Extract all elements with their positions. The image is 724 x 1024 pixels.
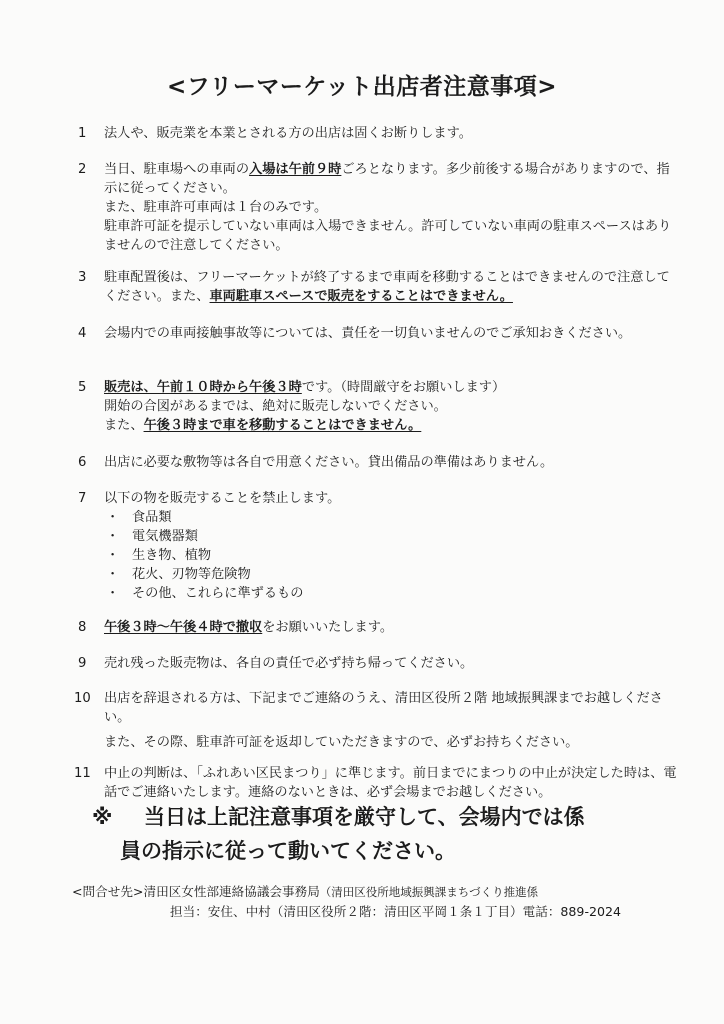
item-text-part: です。（時間厳守をお願いします） <box>301 380 506 395</box>
prohibited-list <box>78 508 678 603</box>
important-notice <box>92 800 672 868</box>
notice-item-4 <box>78 324 678 343</box>
item-text-part: 当日、駐車場への車両の <box>104 162 250 177</box>
item-number: 3 <box>78 270 87 285</box>
notice-item-11 <box>74 764 678 802</box>
notice-item-10 <box>74 689 678 752</box>
item-text-part: ごろとなります。多少前後する場合がありますので、指示に従ってください。 <box>104 162 670 196</box>
item-text-underlined: 午後３時～午後４時で撤収 <box>104 620 263 635</box>
item-text <box>104 268 678 306</box>
contact-person-phone: 担当：安住、中村（清田区役所２階：清田区平岡１条１丁目）電話：889-2024 <box>170 904 622 919</box>
reference-mark: ※ <box>92 805 113 829</box>
notice-item-6 <box>78 453 678 472</box>
list-item: ・ その他、これらに準ずるもの <box>106 584 678 603</box>
item-number: 4 <box>78 326 87 341</box>
item-text-underlined: 車両駐車スペースで販売をすることはできません。 <box>209 289 513 304</box>
item-text-part: 出店を辞退される方は、下記までご連絡のうえ、清田区役所２階 地域振興課までお越しください。 <box>104 691 663 725</box>
notice-item-5 <box>78 378 678 435</box>
notice-line: 当日は上記注意事項を厳守して、会場内では係 <box>144 805 585 829</box>
item-text: 法人や、販売業を本業とされる方の出店は固くお断りします。 <box>104 126 472 141</box>
item-number: 5 <box>78 380 87 395</box>
contact-office-detail: （清田区役所地域振興課まちづくり推進係 <box>319 885 539 899</box>
item-text-underlined: 入場は午前９時 <box>249 162 342 177</box>
item-text: 以下の物を販売することを禁止します。 <box>104 491 341 506</box>
item-number: 7 <box>78 491 87 506</box>
list-item: ・ 食品類 <box>106 508 678 527</box>
notice-item-9 <box>78 654 678 673</box>
item-text-part: をお願いいたします。 <box>262 620 394 635</box>
item-text <box>104 160 678 255</box>
notice-line: 員の指示に従って動いてください。 <box>120 839 456 863</box>
item-text-part: また、その際、駐車許可証を返却していただきますので、必ずお持ちください。 <box>104 735 579 750</box>
item-number: 9 <box>78 656 87 671</box>
item-number: 11 <box>74 766 91 781</box>
item-text: 出店に必要な敷物等は各自で用意ください。貸出備品の準備はありません。 <box>104 455 554 470</box>
item-number: 8 <box>78 620 87 635</box>
item-number: 10 <box>74 691 91 706</box>
item-text-part: 駐車配置後は、フリーマーケットが終了するまで車両を移動することはできませんので注意してください。また、 <box>104 270 670 304</box>
item-text <box>104 378 678 435</box>
list-item: ・ 花火、刃物等危険物 <box>106 565 678 584</box>
notice-item-1 <box>78 124 678 143</box>
notice-item-7 <box>78 489 678 603</box>
item-text-underlined: 販売は、午前１０時から午後３時 <box>104 380 302 395</box>
notice-item-8 <box>78 618 678 637</box>
item-text <box>104 689 678 752</box>
item-text-part: 駐車許可証を提示していない車両は入場できません。許可していない車両の駐車スペースはありませんので注意してください。 <box>104 219 672 253</box>
contact-office: <問合せ先>清田区女性部連絡協議会事務局 <box>72 884 320 899</box>
item-text: 中止の判断は、「ふれあい区民まつり」に準じます。前日までにまつりの中止が決定した時は、電話でご連絡いたします。連絡のないときは、必ず会場までお越しください。 <box>104 766 677 800</box>
notice-item-3 <box>78 268 678 306</box>
contact-info <box>72 882 712 922</box>
item-text: 売れ残った販売物は、各自の責任で必ず持ち帰ってください。 <box>104 656 474 671</box>
notice-item-2 <box>78 160 678 255</box>
list-item: ・ 生き物、植物 <box>106 546 678 565</box>
item-number: 1 <box>78 126 87 141</box>
item-text-part: また、 <box>104 418 144 433</box>
item-text-part: また、駐車許可車両は１台のみです。 <box>104 200 328 215</box>
item-text-part: 開始の合図があるまでは、絶対に販売しないでください。 <box>104 399 447 414</box>
item-text: 会場内での車両接触事故等については、責任を一切負いませんのでご承知おきください。 <box>104 326 632 341</box>
page-title: <フリーマーケット出店者注意事項> <box>167 74 557 100</box>
item-number: 2 <box>78 162 87 177</box>
list-item: ・ 電気機器類 <box>106 527 678 546</box>
item-text-underlined: 午後３時まで車を移動することはできません。 <box>143 418 422 433</box>
item-text <box>104 618 678 637</box>
item-number: 6 <box>78 455 87 470</box>
